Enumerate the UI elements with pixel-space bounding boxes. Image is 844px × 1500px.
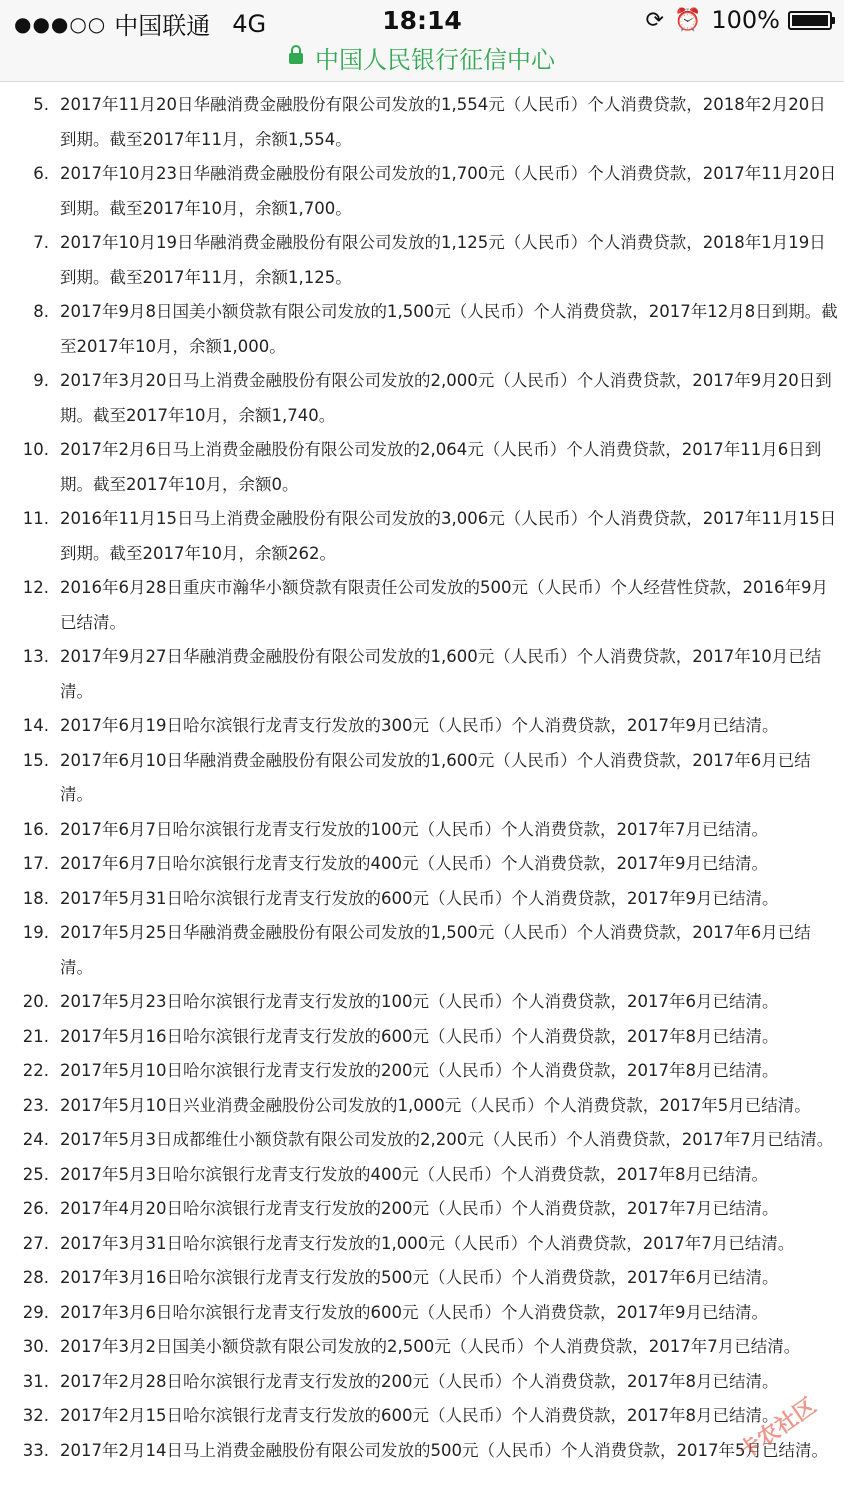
lock-icon <box>289 51 303 67</box>
loan-record-list <box>0 88 844 1468</box>
list-item <box>0 744 844 813</box>
list-item <box>0 1020 844 1055</box>
list-item-number: 33. <box>22 1440 49 1460</box>
list-item-number: 14. <box>22 716 49 735</box>
list-item <box>0 295 844 364</box>
list-item <box>0 1434 844 1469</box>
list-item <box>0 157 844 226</box>
address-bar[interactable] <box>0 40 844 75</box>
list-item <box>0 813 844 848</box>
list-item-number: 20. <box>22 992 49 1011</box>
list-item-text: 2016年6月28日重庆市瀚华小额贷款有限责任公司发放的500元（人民币）个人经营性贷款，2016年9月已结清。 <box>60 578 828 632</box>
list-item <box>0 88 844 157</box>
list-item-number: 24. <box>22 1130 49 1149</box>
list-item <box>0 433 844 502</box>
list-item-number: 28. <box>22 1268 49 1287</box>
list-item-number: 6. <box>33 164 49 183</box>
list-item <box>0 640 844 709</box>
list-item-text: 2017年5月10日兴业消费金融股份公司发放的1,000元（人民币）个人消费贷款，2017年5月已结清。 <box>60 1095 811 1115</box>
list-item-number: 10. <box>22 440 49 459</box>
list-item-number: 9. <box>33 371 49 390</box>
list-item-number: 32. <box>22 1406 49 1425</box>
list-item <box>0 1089 844 1124</box>
status-right <box>646 6 832 34</box>
list-item-text: 2017年9月8日国美小额贷款有限公司发放的1,500元（人民币）个人消费贷款，2017年12月8日到期。截至2017年10月，余额1,000。 <box>60 302 838 356</box>
network-type: 4G <box>232 9 267 38</box>
list-item <box>0 847 844 882</box>
list-item <box>0 364 844 433</box>
list-item-text: 2017年5月3日成都维仕小额贷款有限公司发放的2,200元（人民币）个人消费贷款，2017年7月已结清。 <box>60 1130 834 1149</box>
list-item-text: 2017年3月31日哈尔滨银行龙青支行发放的1,000元（人民币）个人消费贷款，2017年7月已结清。 <box>60 1233 795 1253</box>
list-item-number: 8. <box>33 302 49 321</box>
rotation-lock-icon: ⟳ <box>645 7 664 33</box>
clock: 18:14 <box>382 6 462 35</box>
list-item-text: 2017年9月27日华融消费金融股份有限公司发放的1,600元（人民币）个人消费贷款，2017年10月已结清。 <box>60 647 822 701</box>
list-item <box>0 1123 844 1158</box>
list-item <box>0 1227 844 1262</box>
list-item-text: 2017年3月6日哈尔滨银行龙青支行发放的600元（人民币）个人消费贷款，2017年9月已结清。 <box>60 1302 768 1322</box>
list-item-text: 2017年3月2日国美小额贷款有限公司发放的2,500元（人民币）个人消费贷款，2017年7月已结清。 <box>60 1337 801 1356</box>
list-item-text: 2017年3月20日马上消费金融股份有限公司发放的2,000元（人民币）个人消费贷款，2017年9月20日到期。截至2017年10月，余额1,740。 <box>60 371 832 425</box>
list-item-text: 2017年6月7日哈尔滨银行龙青支行发放的100元（人民币）个人消费贷款，2017年7月已结清。 <box>60 819 768 839</box>
list-item <box>0 1330 844 1365</box>
list-item <box>0 502 844 571</box>
list-item-text: 2016年11月15日马上消费金融股份有限公司发放的3,006元（人民币）个人消费贷款，2017年11月15日到期。截至2017年10月，余额262。 <box>60 509 837 563</box>
list-item-number: 5. <box>33 95 49 114</box>
list-item-number: 19. <box>22 923 49 942</box>
list-item-text: 2017年2月15日哈尔滨银行龙青支行发放的600元（人民币）个人消费贷款，2017年8月已结清。 <box>60 1406 779 1425</box>
list-item-text: 2017年2月14日马上消费金融股份有限公司发放的500元（人民币）个人消费贷款，2017年5月已结清。 <box>60 1440 828 1460</box>
list-item <box>0 916 844 985</box>
list-item-number: 27. <box>22 1233 49 1253</box>
list-item-text: 2017年2月28日哈尔滨银行龙青支行发放的200元（人民币）个人消费贷款，2017年8月已结清。 <box>60 1371 779 1391</box>
battery-icon <box>788 11 832 30</box>
list-item-number: 18. <box>22 888 49 908</box>
list-item-number: 11. <box>22 509 49 528</box>
list-item-text: 2017年5月23日哈尔滨银行龙青支行发放的100元（人民币）个人消费贷款，2017年6月已结清。 <box>60 992 779 1011</box>
list-item-number: 23. <box>22 1095 49 1115</box>
list-item-number: 29. <box>22 1302 49 1322</box>
signal-strength-icon: ●●●○○ <box>14 11 107 36</box>
list-item <box>0 882 844 917</box>
list-item-text: 2017年6月10日华融消费金融股份有限公司发放的1,600元（人民币）个人消费贷款，2017年6月已结清。 <box>60 750 811 804</box>
list-item-number: 30. <box>22 1337 49 1356</box>
list-item-text: 2017年6月7日哈尔滨银行龙青支行发放的400元（人民币）个人消费贷款，2017年9月已结清。 <box>60 854 768 873</box>
list-item <box>0 1365 844 1400</box>
list-item-number: 16. <box>22 819 49 839</box>
list-item <box>0 709 844 744</box>
list-item-number: 26. <box>22 1199 49 1218</box>
list-item-number: 17. <box>22 854 49 873</box>
list-item-text: 2017年10月23日华融消费金融股份有限公司发放的1,700元（人民币）个人消费贷款，2017年11月20日到期。截至2017年10月，余额1,700。 <box>60 164 837 218</box>
list-item <box>0 1054 844 1089</box>
list-item <box>0 1192 844 1227</box>
alarm-icon: ⏰ <box>673 7 702 33</box>
carrier-name: 中国联通 <box>114 12 211 40</box>
list-item <box>0 1261 844 1296</box>
list-item-text: 2017年5月31日哈尔滨银行龙青支行发放的600元（人民币）个人消费贷款，2017年9月已结清。 <box>60 888 779 908</box>
list-item <box>0 985 844 1020</box>
list-item-number: 12. <box>22 578 49 597</box>
list-item-number: 13. <box>22 647 49 666</box>
list-item-text: 2017年4月20日哈尔滨银行龙青支行发放的200元（人民币）个人消费贷款，2017年7月已结清。 <box>60 1199 779 1218</box>
list-item-number: 7. <box>33 233 49 252</box>
site-title: 中国人民银行征信中心 <box>315 46 555 74</box>
status-bar <box>0 0 844 82</box>
watermark-logo: 卡农社区 <box>734 1393 822 1465</box>
list-item-text: 2017年5月3日哈尔滨银行龙青支行发放的400元（人民币）个人消费贷款，2017年8月已结清。 <box>60 1164 768 1184</box>
list-item-text: 2017年5月25日华融消费金融股份有限公司发放的1,500元（人民币）个人消费贷款，2017年6月已结清。 <box>60 923 811 977</box>
list-item <box>0 1158 844 1193</box>
battery-percent: 100% <box>711 6 780 34</box>
list-item <box>0 226 844 295</box>
list-item <box>0 1296 844 1331</box>
list-item-text: 2017年3月16日哈尔滨银行龙青支行发放的500元（人民币）个人消费贷款，2017年6月已结清。 <box>60 1268 779 1287</box>
list-item-number: 22. <box>22 1061 49 1080</box>
list-item-text: 2017年11月20日华融消费金融股份有限公司发放的1,554元（人民币）个人消费贷款，2018年2月20日到期。截至2017年11月，余额1,554。 <box>60 95 826 149</box>
list-item-text: 2017年5月16日哈尔滨银行龙青支行发放的600元（人民币）个人消费贷款，2017年8月已结清。 <box>60 1026 779 1046</box>
list-item-number: 15. <box>22 750 49 770</box>
list-item-text: 2017年6月19日哈尔滨银行龙青支行发放的300元（人民币）个人消费贷款，2017年9月已结清。 <box>60 716 779 735</box>
list-item-number: 25. <box>22 1164 49 1184</box>
list-item <box>0 1399 844 1434</box>
list-item-number: 21. <box>22 1026 49 1046</box>
list-item <box>0 571 844 640</box>
list-item-text: 2017年2月6日马上消费金融股份有限公司发放的2,064元（人民币）个人消费贷款，2017年11月6日到期。截至2017年10月，余额0。 <box>60 440 822 494</box>
list-item-text: 2017年5月10日哈尔滨银行龙青支行发放的200元（人民币）个人消费贷款，2017年8月已结清。 <box>60 1061 779 1080</box>
list-item-number: 31. <box>22 1371 49 1391</box>
list-item-text: 2017年10月19日华融消费金融股份有限公司发放的1,125元（人民币）个人消费贷款，2018年1月19日到期。截至2017年11月，余额1,125。 <box>60 233 826 287</box>
